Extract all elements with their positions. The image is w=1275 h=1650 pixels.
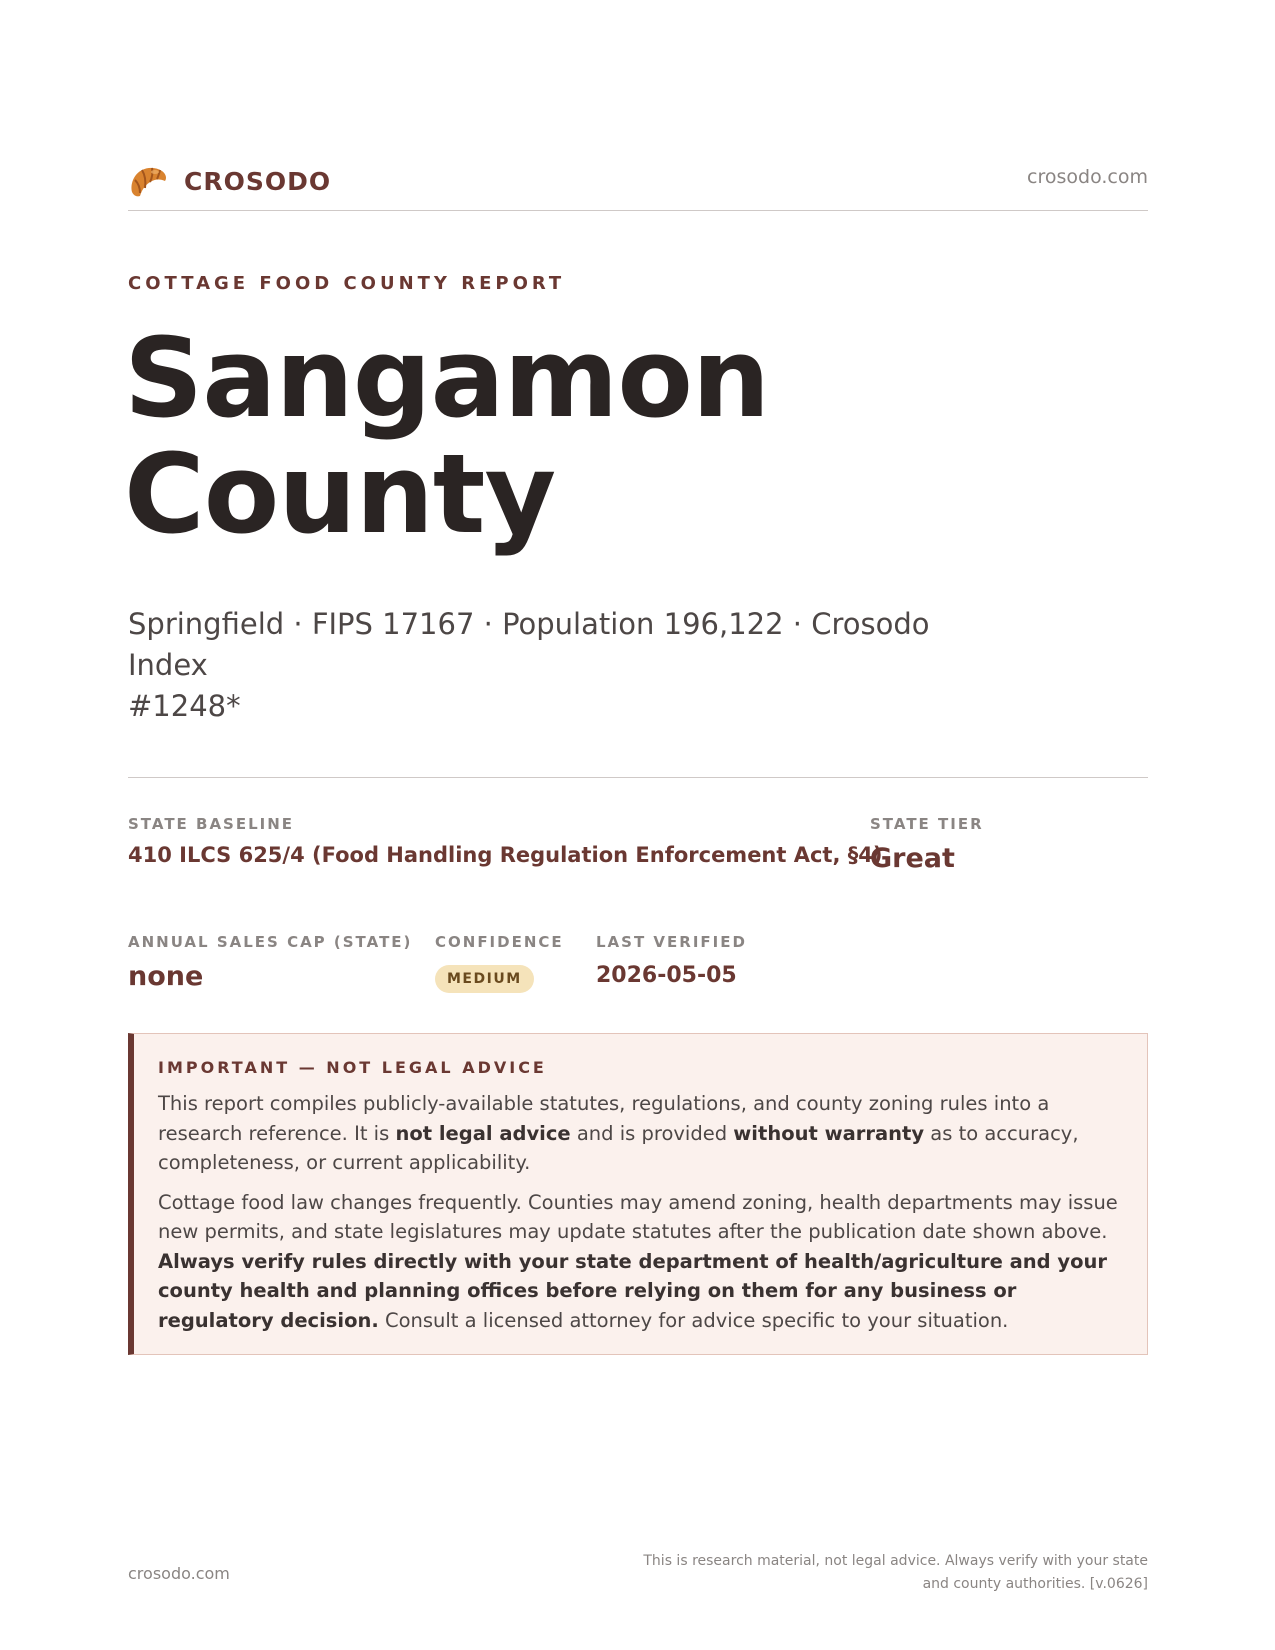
callout-emphasis: Always verify rules directly with your state department of health/agriculture and your county health and planning offices before relying on them for any business or regulatory decision. <box>158 1249 1108 1332</box>
page-title <box>124 314 1124 558</box>
callout-text: Consult a licensed attorney for advice specific to your situation. <box>378 1308 1009 1332</box>
croissant-icon <box>128 162 168 200</box>
callout-text: as to accuracy, completeness, or current applicability. <box>158 1121 1079 1174</box>
subtitle-line-2: #1248* <box>128 689 241 723</box>
state-tier-value: Great <box>870 843 955 874</box>
confidence-badge: MEDIUM <box>435 965 534 993</box>
subtitle-line-1: Springfield · FIPS 17167 · Population 196,122 · Crosodo Index <box>128 607 930 682</box>
confidence-field <box>435 933 564 993</box>
title-line-2: County <box>124 430 556 558</box>
brand-name: CROSODO <box>184 166 332 196</box>
sales-cap-label: ANNUAL SALES CAP (STATE) <box>128 933 413 951</box>
callout-paragraph-2 <box>158 1188 1121 1336</box>
last-verified-value: 2026-05-05 <box>596 963 737 988</box>
state-baseline-label: STATE BASELINE <box>128 815 295 833</box>
state-tier-label: STATE TIER <box>870 815 984 833</box>
site-url-link[interactable]: crosodo.com <box>1027 166 1148 188</box>
last-verified-field <box>596 933 747 988</box>
footer-disclaimer-line-2: and county authorities. [v.0626] <box>922 1576 1148 1592</box>
title-line-1: Sangamon <box>124 314 770 442</box>
callout-emphasis: without warranty <box>733 1121 925 1145</box>
last-verified-label: LAST VERIFIED <box>596 933 747 951</box>
confidence-label: CONFIDENCE <box>435 933 564 951</box>
state-baseline-value: 410 ILCS 625/4 (Food Handling Regulation Enforcement Act, §4) <box>128 843 883 867</box>
brand[interactable] <box>128 162 331 200</box>
report-eyebrow: COTTAGE FOOD COUNTY REPORT <box>128 273 566 294</box>
report-page <box>124 0 1148 1650</box>
sales-cap-field <box>128 933 412 992</box>
footer-site-url[interactable]: crosodo.com <box>128 1564 230 1583</box>
callout-text: This report compiles publicly-available statutes, regulations, and county zoning rules into a research reference. It is <box>158 1092 1050 1145</box>
callout-heading: IMPORTANT — NOT LEGAL ADVICE <box>158 1058 547 1077</box>
footer-disclaimer-line-1: This is research material, not legal advice. Always verify with your state <box>643 1553 1148 1569</box>
legal-disclaimer-callout <box>128 1033 1148 1355</box>
state-tier-field <box>870 815 984 874</box>
section-divider <box>128 777 1148 778</box>
callout-paragraph-1 <box>158 1089 1121 1178</box>
callout-text: and is provided <box>570 1121 734 1145</box>
state-baseline-field <box>128 815 882 867</box>
footer-disclaimer <box>628 1550 1148 1596</box>
callout-text: Cottage food law changes frequently. Counties may amend zoning, health departments may issue new permits, and state legislatures may update statutes after the publication date shown above. <box>158 1190 1118 1243</box>
callout-emphasis: not legal advice <box>395 1121 571 1145</box>
county-subtitle <box>128 604 988 727</box>
page-header <box>128 158 1148 211</box>
sales-cap-value: none <box>128 961 204 992</box>
